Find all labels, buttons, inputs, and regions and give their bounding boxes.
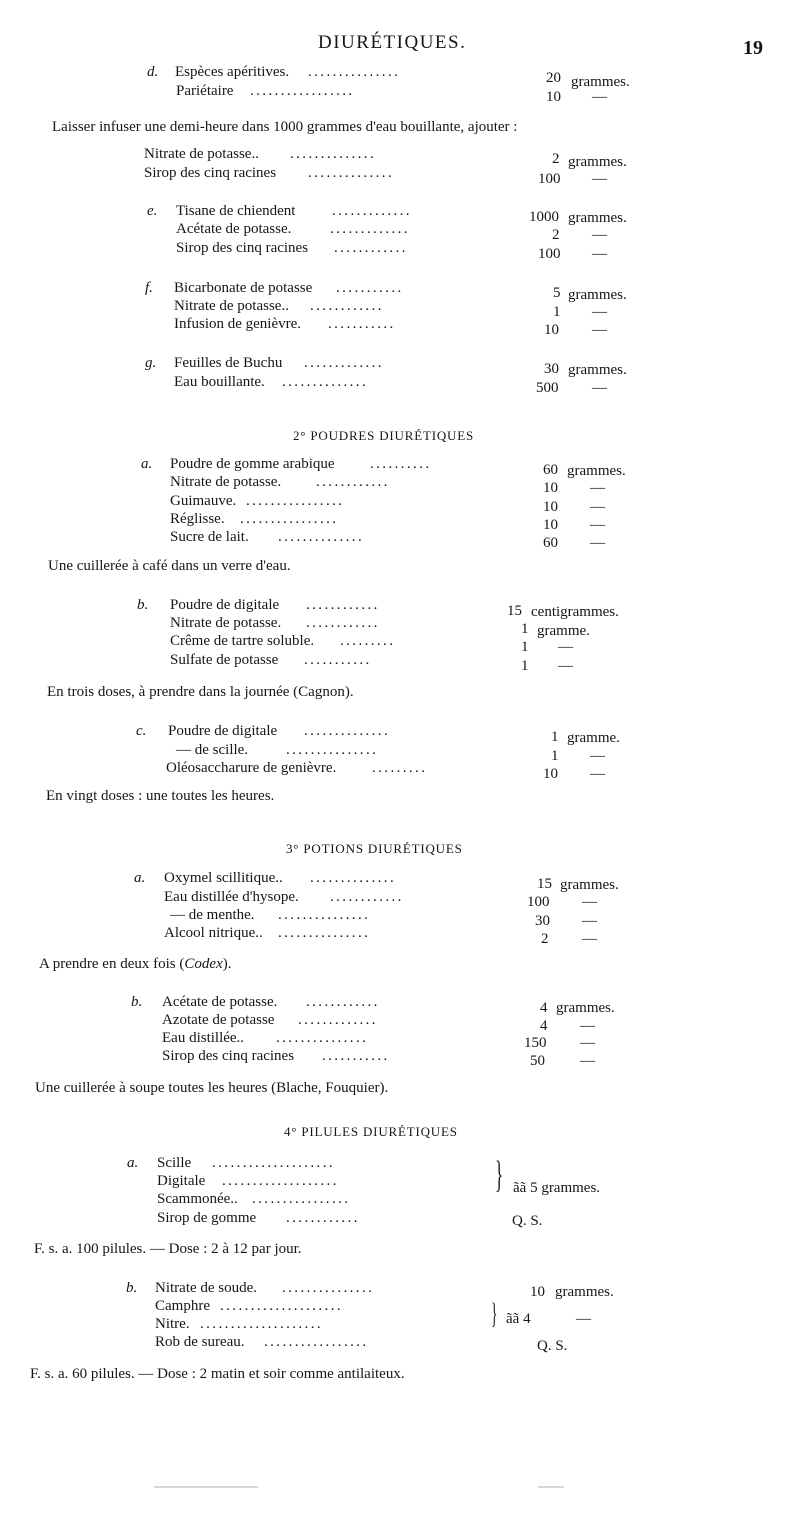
ingredient-name: Eau distillée d'hysope. (164, 889, 299, 905)
ingredient-name: Nitrate de potasse. (170, 615, 282, 631)
ingredient-unit: — (592, 322, 607, 338)
leader-dots: ................. (264, 1334, 369, 1350)
ingredient-unit: — (582, 931, 597, 947)
ingredient-name: Oléosaccharure de genièvre. (166, 760, 337, 776)
ingredient-unit: — (590, 766, 605, 782)
leader-dots: ............. (330, 221, 410, 237)
leader-dots: ............... (278, 925, 371, 941)
ingredient-unit: grammes. (560, 877, 619, 893)
leader-dots: .................... (212, 1155, 335, 1171)
page-title: DIURÉTIQUES. (318, 32, 467, 53)
ingredient-quantity: 500 (536, 380, 559, 396)
leader-dots: ............. (304, 355, 384, 371)
ingredient-name: Poudre de gomme arabique (170, 456, 335, 472)
ingredient-unit: — (558, 658, 573, 674)
leader-dots: ............ (286, 1210, 360, 1226)
recipe-note: F. s. a. 60 pilules. — Dose : 2 matin et soir comme antilaiteux. (30, 1366, 405, 1382)
ingredient-unit: — (592, 171, 607, 187)
ingredient-name: Espèces apéritives. (175, 64, 290, 80)
ingredient-name: Digitale (157, 1173, 206, 1189)
ingredient-quantity: 60 (543, 535, 558, 551)
leader-dots: .............. (304, 723, 391, 739)
ingredient-unit: — (590, 499, 605, 515)
ingredient-quantity: 2 (552, 227, 560, 243)
ingredient-unit: — (592, 227, 607, 243)
leader-dots: ......... (372, 760, 428, 776)
ingredient-quantity: 30 (544, 361, 559, 377)
ingredient-quantity: 2 (541, 931, 549, 947)
ingredient-name: Nitrate de soude. (155, 1280, 258, 1296)
leader-dots: ............... (276, 1030, 369, 1046)
ingredient-quantity: 1000 (529, 209, 559, 225)
leader-dots: ............. (298, 1012, 378, 1028)
ingredient-quantity: 15 (507, 603, 522, 619)
leader-dots: .................... (220, 1298, 343, 1314)
ingredient-quantity: 10 (543, 480, 558, 496)
ingredient-name: Poudre de digitale (168, 723, 278, 739)
ingredient-quantity: 15 (537, 876, 552, 892)
ingredient-quantity: 50 (530, 1053, 545, 1069)
recipe-label: a. (134, 870, 146, 886)
leader-dots: ............ (316, 474, 390, 490)
leader-dots: .............. (278, 529, 365, 545)
leader-dots: ............... (282, 1280, 375, 1296)
recipe-label: b. (131, 994, 143, 1010)
ingredient-name: Poudre de digitale (170, 597, 280, 613)
ingredient-name: Guimauve. (170, 493, 237, 509)
ingredient-unit: — (580, 1053, 595, 1069)
recipe-note: Laisser infuser une demi-heure dans 1000 grammes d'eau bouillante, ajouter : (52, 119, 518, 135)
ingredient-name: Acétate de potasse. (162, 994, 278, 1010)
ingredient-quantity: 5 (553, 285, 561, 301)
ingredient-quantity: 10 (543, 766, 558, 782)
leader-dots: .............. (310, 870, 397, 886)
leader-dots: .............. (282, 374, 369, 390)
ingredient-name: Camphre (155, 1298, 210, 1314)
ingredient-name: Pariétaire (176, 83, 234, 99)
ingredient-name: Nitrate de potasse. (170, 474, 282, 490)
leader-dots: ............ (306, 597, 380, 613)
ingredient-unit: — (590, 480, 605, 496)
ingredient-unit: — (592, 89, 607, 105)
recipe-note: En trois doses, à prendre dans la journée (Cagnon). (47, 684, 354, 700)
recipe-note: F. s. a. 100 pilules. — Dose : 2 à 12 par jour. (34, 1241, 302, 1257)
ingredient-name: Acétate de potasse. (176, 221, 292, 237)
ingredient-quantity: 4 (540, 1000, 548, 1016)
leader-dots: ................. (250, 83, 355, 99)
ingredient-unit: — (590, 535, 605, 551)
recipe-note: Une cuillerée à soupe toutes les heures (Blache, Fouquier). (35, 1080, 389, 1096)
ingredient-quantity: Q. S. (512, 1213, 543, 1229)
ingredient-quantity: 1 (551, 748, 559, 764)
ingredient-quantity: 1 (521, 658, 529, 674)
recipe-label: c. (136, 723, 147, 739)
ingredient-quantity: 1 (553, 304, 561, 320)
leader-dots: ................ (240, 511, 339, 527)
print-artifact (538, 1486, 564, 1488)
section-heading: 2° POUDRES DIURÉTIQUES (293, 428, 474, 443)
leader-dots: ........... (328, 316, 396, 332)
ingredient-name: Sulfate de potasse (170, 652, 279, 668)
leader-dots: ................ (246, 493, 345, 509)
brace-icon: } (495, 1154, 504, 1196)
note-text: A prendre en deux fois ( (39, 956, 185, 972)
ingredient-quantity: Q. S. (537, 1338, 568, 1354)
note-text-end: ). (222, 956, 232, 972)
ingredient-quantity: 10 (530, 1284, 545, 1300)
ingredient-name: Azotate de potasse (162, 1012, 275, 1028)
ingredient-name: Sucre de lait. (170, 529, 249, 545)
leader-dots: .............. (290, 146, 377, 162)
ingredient-name: Feuilles de Buchu (174, 355, 283, 371)
ingredient-quantity: 30 (535, 913, 550, 929)
ingredient-quantity: 10 (546, 89, 561, 105)
leader-dots: ........... (304, 652, 372, 668)
ingredient-quantity: 1 (551, 729, 559, 745)
recipe-note (39, 956, 231, 973)
leader-dots: ................... (222, 1173, 339, 1189)
ingredient-quantity: 100 (538, 246, 561, 262)
ingredient-name: Alcool nitrique.. (164, 925, 263, 941)
ingredient-unit: grammes. (568, 287, 627, 303)
leader-dots: ............... (278, 907, 371, 923)
recipe-label: f. (145, 280, 153, 296)
ingredient-name: Sirop des cinq racines (176, 240, 309, 256)
ingredient-unit: gramme. (567, 730, 620, 746)
ingredient-quantity: 10 (543, 499, 558, 515)
leader-dots: ............ (310, 298, 384, 314)
grouped-unit: — (576, 1311, 591, 1327)
ingredient-name: Oxymel scillitique.. (164, 870, 283, 886)
print-artifact (154, 1486, 258, 1488)
ingredient-unit: — (590, 517, 605, 533)
ingredient-unit: — (592, 304, 607, 320)
leader-dots: ............ (306, 615, 380, 631)
ingredient-name: Infusion de genièvre. (174, 316, 302, 332)
ingredient-unit: — (558, 639, 573, 655)
leader-dots: ................ (252, 1191, 351, 1207)
ingredient-quantity: 2 (552, 151, 560, 167)
ingredient-unit: — (580, 1018, 595, 1034)
ingredient-unit: — (580, 1035, 595, 1051)
recipe-label: a. (141, 456, 153, 472)
ingredient-unit: grammes. (568, 210, 627, 226)
ingredient-unit: grammes. (571, 74, 630, 90)
ingredient-name: Nitre. (155, 1316, 190, 1332)
ingredient-unit: gramme. (537, 623, 590, 639)
leader-dots: ............ (306, 994, 380, 1010)
leader-dots: ............ (330, 889, 404, 905)
ingredient-unit: — (590, 748, 605, 764)
ingredient-name: Sirop des cinq racines (144, 165, 277, 181)
ingredient-quantity: 100 (527, 894, 550, 910)
ingredient-quantity: 100 (538, 171, 561, 187)
leader-dots: ......... (340, 633, 396, 649)
ingredient-name: Sirop de gomme (157, 1210, 257, 1226)
page-number: 19 (743, 37, 763, 59)
ingredient-unit: grammes. (556, 1000, 615, 1016)
ingredient-name: Crême de tartre soluble. (170, 633, 315, 649)
ingredient-unit: — (592, 380, 607, 396)
recipe-label: b. (137, 597, 149, 613)
recipe-note: En vingt doses : une toutes les heures. (46, 788, 275, 804)
grouped-quantity: ãã 4 (506, 1311, 531, 1327)
recipe-label: d. (147, 64, 159, 80)
leader-dots: ............. (332, 203, 412, 219)
ingredient-name: Nitrate de potasse.. (174, 298, 289, 314)
leader-dots: ............ (334, 240, 408, 256)
ingredient-unit: — (582, 894, 597, 910)
leader-dots: .................... (200, 1316, 323, 1332)
ingredient-name: Tisane de chiendent (176, 203, 296, 219)
ingredient-unit: grammes. (567, 463, 626, 479)
note-source: Codex (184, 956, 223, 972)
ingredient-quantity: 10 (544, 322, 559, 338)
ingredient-quantity: 4 (540, 1018, 548, 1034)
ingredient-name: — de menthe. (170, 907, 255, 923)
ingredient-unit: grammes. (568, 154, 627, 170)
ingredient-unit: grammes. (555, 1284, 614, 1300)
leader-dots: ........... (322, 1048, 390, 1064)
ingredient-name: Sirop des cinq racines (162, 1048, 295, 1064)
section-heading: 4° PILULES DIURÉTIQUES (284, 1124, 458, 1139)
section-heading: 3° POTIONS DIURÉTIQUES (286, 841, 463, 856)
ingredient-name: Scille (157, 1155, 192, 1171)
recipe-note: Une cuillerée à café dans un verre d'eau. (48, 558, 291, 574)
leader-dots: .............. (308, 165, 395, 181)
ingredient-name: — de scille. (176, 742, 249, 758)
brace-icon: } (491, 1297, 498, 1330)
ingredient-unit: — (592, 246, 607, 262)
leader-dots: .......... (370, 456, 432, 472)
recipe-label: a. (127, 1155, 139, 1171)
recipe-label: e. (147, 203, 158, 219)
ingredient-name: Rob de sureau. (155, 1334, 245, 1350)
ingredient-quantity: 10 (543, 517, 558, 533)
ingredient-unit: centigrammes. (531, 604, 619, 620)
ingredient-name: Eau distillée.. (162, 1030, 245, 1046)
ingredient-name: Nitrate de potasse.. (144, 146, 259, 162)
leader-dots: ........... (336, 280, 404, 296)
leader-dots: ............... (286, 742, 379, 758)
leader-dots: ............... (308, 64, 401, 80)
ingredient-quantity: 20 (546, 70, 561, 86)
recipe-label: b. (126, 1280, 138, 1296)
recipe-label: g. (145, 355, 157, 371)
ingredient-quantity: 60 (543, 462, 558, 478)
ingredient-quantity: 1 (521, 639, 529, 655)
ingredient-name: Scammonée.. (157, 1191, 238, 1207)
ingredient-quantity: 1 (521, 621, 529, 637)
ingredient-unit: — (582, 913, 597, 929)
grouped-quantity: ãã 5 grammes. (513, 1180, 601, 1196)
ingredient-unit: grammes. (568, 362, 627, 378)
ingredient-name: Eau bouillante. (174, 374, 265, 390)
ingredient-quantity: 150 (524, 1035, 547, 1051)
ingredient-name: Réglisse. (170, 511, 225, 527)
ingredient-name: Bicarbonate de potasse (174, 280, 313, 296)
